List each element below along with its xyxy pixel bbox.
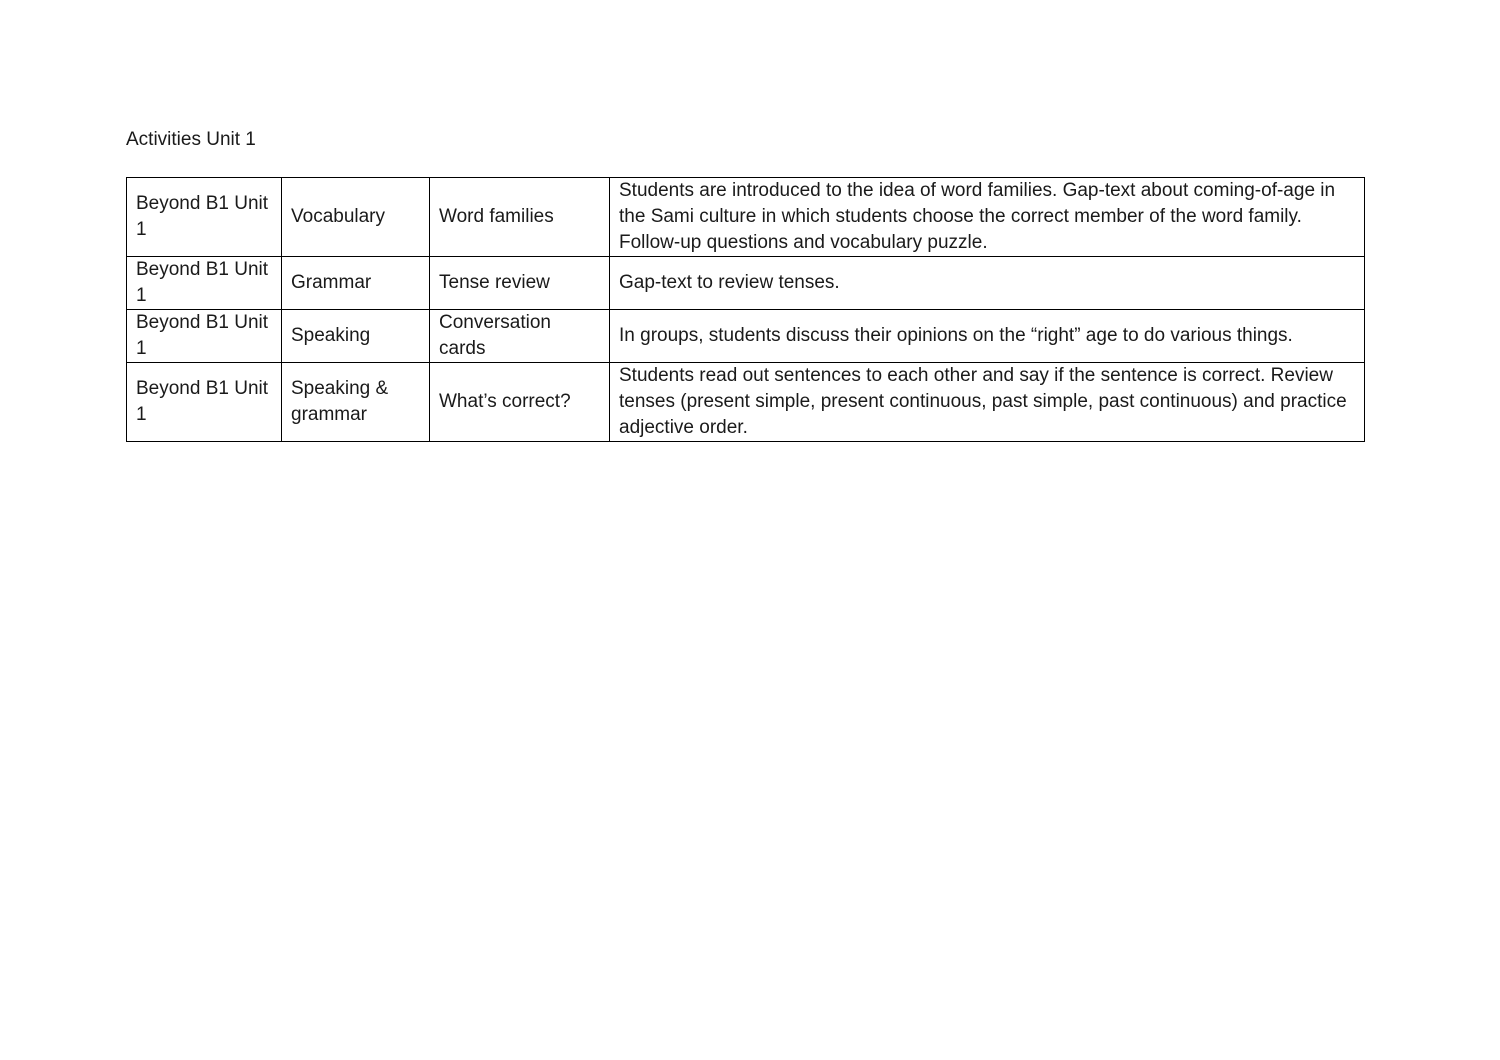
description-cell: In groups, students discuss their opinions on the “right” age to do various things. bbox=[610, 310, 1365, 363]
table-row bbox=[127, 178, 1365, 257]
activities-table bbox=[126, 177, 1365, 442]
description-cell: Students read out sentences to each other and say if the sentence is correct. Review tenses (present simple, present continuous, past simple, past continuous) and practice adjective order. bbox=[610, 363, 1365, 442]
skill-cell: Speaking & grammar bbox=[282, 363, 430, 442]
skill-cell: Grammar bbox=[282, 257, 430, 310]
page-title: Activities Unit 1 bbox=[126, 129, 256, 150]
table-row bbox=[127, 363, 1365, 442]
table-row bbox=[127, 257, 1365, 310]
course-cell: Beyond B1 Unit 1 bbox=[127, 363, 282, 442]
course-cell: Beyond B1 Unit 1 bbox=[127, 178, 282, 257]
description-cell: Gap-text to review tenses. bbox=[610, 257, 1365, 310]
course-cell: Beyond B1 Unit 1 bbox=[127, 257, 282, 310]
activity-cell: Tense review bbox=[430, 257, 610, 310]
activity-cell: Word families bbox=[430, 178, 610, 257]
description-cell: Students are introduced to the idea of word families. Gap-text about coming-of-age in the Sami culture in which students choose the correct member of the word family. Follow-up questions and vocabulary puzzle. bbox=[610, 178, 1365, 257]
activity-cell: Conversation cards bbox=[430, 310, 610, 363]
activity-cell: What’s correct? bbox=[430, 363, 610, 442]
skill-cell: Speaking bbox=[282, 310, 430, 363]
skill-cell: Vocabulary bbox=[282, 178, 430, 257]
course-cell: Beyond B1 Unit 1 bbox=[127, 310, 282, 363]
table-row bbox=[127, 310, 1365, 363]
